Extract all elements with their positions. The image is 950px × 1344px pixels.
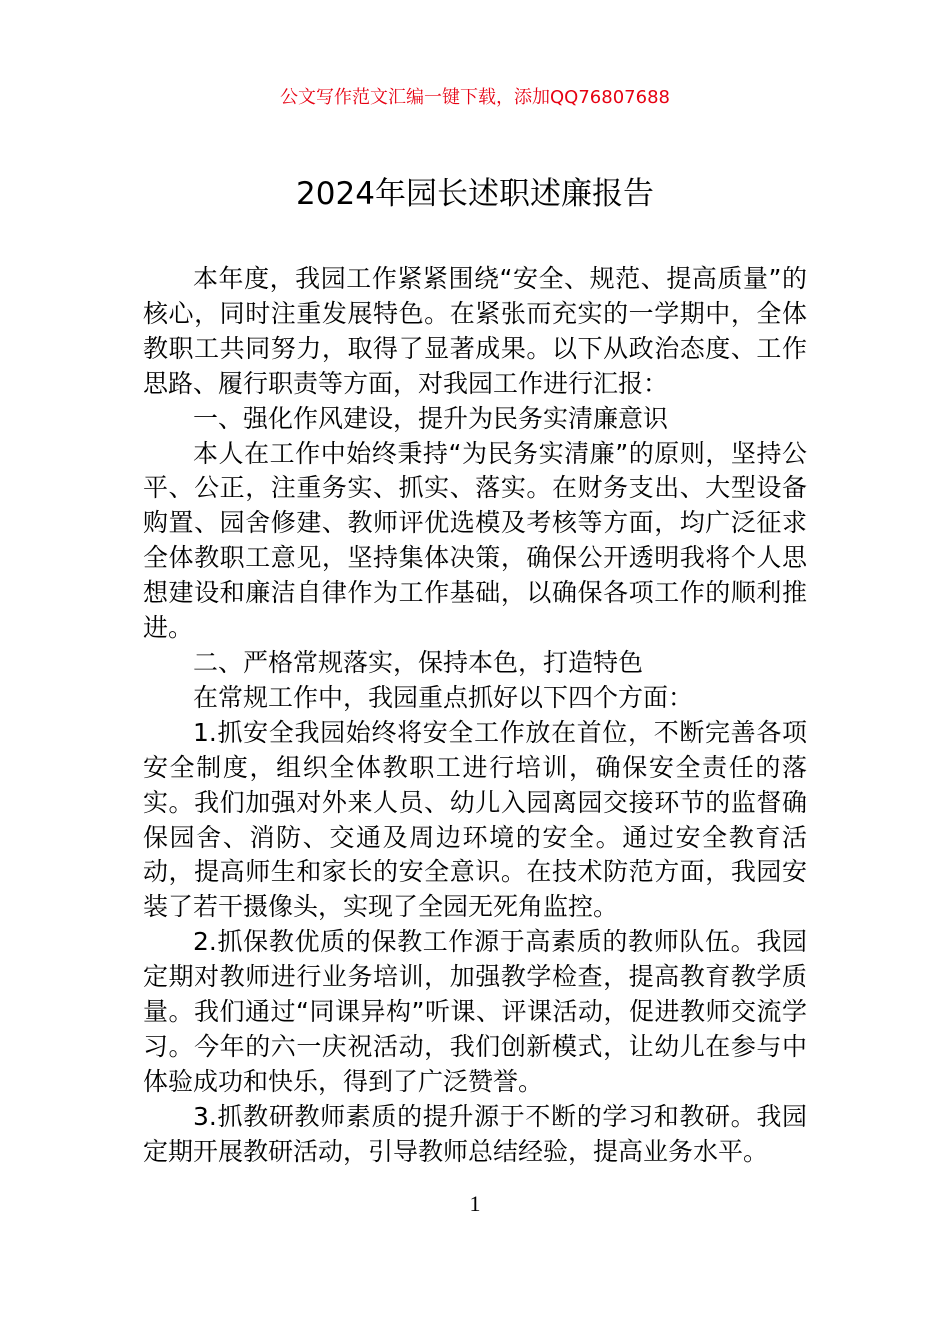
- download-notice: 公文写作范文汇编一键下载，添加QQ76807688: [280, 87, 670, 108]
- document-title: 2024年园长述职述廉报告: [296, 176, 654, 212]
- page-number: 1: [469, 1191, 481, 1216]
- paragraph-section-1: 本人在工作中始终秉持“为民务实清廉”的原则，坚持公平、公正，注重务实、抓实、落实。在财务支出、大型设备购置、园舍修建、教师评优选模及考核等方面，均广泛征求全体教职工意见，坚持集体决策，确保公开透明我将个人思想建设和廉洁自律作为工作基础，以确保各项工作的顺利推进。: [143, 438, 807, 643]
- paragraph-intro: 本年度，我园工作紧紧围绕“安全、规范、提高质量”的核心，同时注重发展特色。在紧张而充实的一学期中，全体教职工共同努力，取得了显著成果。以下从政治态度、工作思路、履行职责等方面，对我园工作进行汇报：: [143, 264, 807, 398]
- paragraph-item-education: 2.抓保教优质的保教工作源于高素质的教师队伍。我园定期对教师进行业务培训，加强教学检查，提高教育教学质量。我们通过“同课异构”听课、评课活动，促进教师交流学习。今年的六一庆祝活动，我们创新模式，让幼儿在参与中体验成功和快乐，得到了广泛赞誉。: [143, 927, 807, 1096]
- section-heading-1: 一、强化作风建设，提升为民务实清廉意识: [193, 403, 669, 433]
- section-heading-2: 二、严格常规落实，保持本色，打造特色: [193, 647, 644, 677]
- paragraph-section-2-intro: 在常规工作中，我园重点抓好以下四个方面：: [193, 682, 694, 712]
- paragraph-item-research: 3.抓教研教师素质的提升源于不断的学习和教研。我园定期开展教研活动，引导教师总结经验，提高业务水平。: [143, 1101, 807, 1166]
- document-body: [143, 262, 807, 1170]
- paragraph-item-safety: 1.抓安全我园始终将安全工作放在首位，不断完善各项安全制度，组织全体教职工进行培训，确保安全责任的落实。我们加强对外来人员、幼儿入园离园交接环节的监督确保园舍、消防、交通及周边环境的安全。通过安全教育活动，提高师生和家长的安全意识。在技术防范方面，我园安装了若干摄像头，实现了全园无死角监控。: [143, 717, 807, 922]
